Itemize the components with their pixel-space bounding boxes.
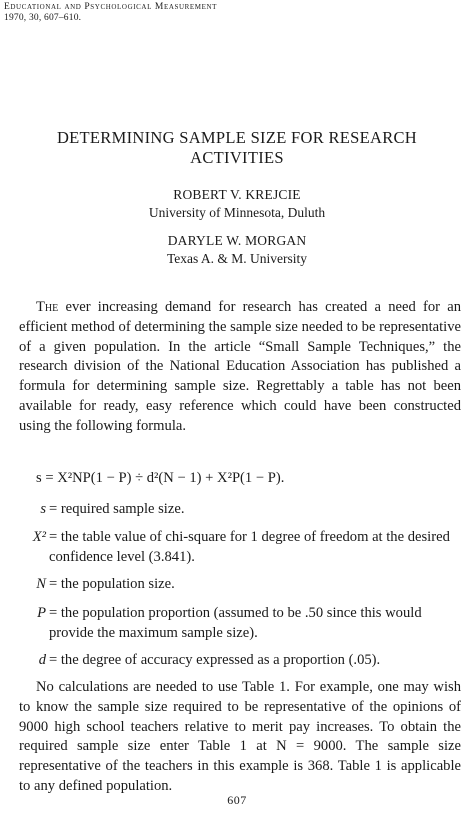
definition-symbol: s bbox=[40, 501, 46, 517]
author-name: DARYLE W. MORGAN bbox=[167, 233, 307, 248]
definition-text: = the degree of accuracy expressed as a proportion (.05). bbox=[49, 652, 381, 668]
author-block-1 bbox=[0, 186, 474, 222]
definition-symbol: P bbox=[37, 605, 46, 621]
sample-size-formula: s = X²NP(1 − P) ÷ d²(N − 1) + X²P(1 − P). bbox=[36, 470, 285, 486]
author-name: ROBERT V. KREJCIE bbox=[173, 187, 301, 202]
closing-text: No calculations are needed to use Table 1. For example, one may wish to know the sample size required to be representative of the opinions of 9000 high school teachers relative to merit pay increases. To obtain the required sample size enter Table 1 at N = 9000. The sample size representative of the teachers in this example is 368. Table 1 is applicable to any defined population. bbox=[19, 679, 461, 794]
article-title-line-2: ACTIVITIES bbox=[190, 148, 284, 167]
intro-paragraph bbox=[19, 298, 461, 437]
journal-header bbox=[4, 2, 217, 24]
intro-text: ever increasing demand for research has created a need for an efficient method of determining the sample size needed to be representative of a given population. In the article “Small Sample Techniques,” the research division of the National Education Association has published a formula for determining sample size. Regrettably a table has not been available for ready, easy reference which could have been constructed using the following formula. bbox=[19, 299, 461, 434]
page-number: 607 bbox=[227, 793, 247, 807]
definition-symbol: N bbox=[36, 576, 46, 592]
definition-text: = the population proportion (assumed to be .50 since this would provide the maximum sample size). bbox=[49, 605, 422, 641]
article-title bbox=[0, 128, 474, 168]
author-block-2 bbox=[0, 232, 474, 268]
definition-text: = required sample size. bbox=[49, 501, 185, 517]
intro-lead-word: The bbox=[36, 299, 59, 315]
definition-symbol: X² bbox=[32, 529, 46, 545]
article-title-line-1: DETERMINING SAMPLE SIZE FOR RESEARCH bbox=[56, 128, 418, 147]
journal-name: Educational and Psychological Measurement bbox=[4, 2, 218, 12]
closing-paragraph bbox=[19, 678, 461, 797]
definition-text: = the population size. bbox=[49, 576, 175, 592]
definition-text: = the table value of chi-square for 1 degree of freedom at the desired confidence level (3.841). bbox=[49, 529, 450, 565]
author-affiliation: Texas A. & M. University bbox=[166, 251, 308, 266]
author-affiliation: University of Minnesota, Duluth bbox=[148, 205, 326, 220]
definition-symbol: d bbox=[38, 652, 46, 668]
journal-citation: 1970, 30, 607–610. bbox=[4, 13, 82, 23]
